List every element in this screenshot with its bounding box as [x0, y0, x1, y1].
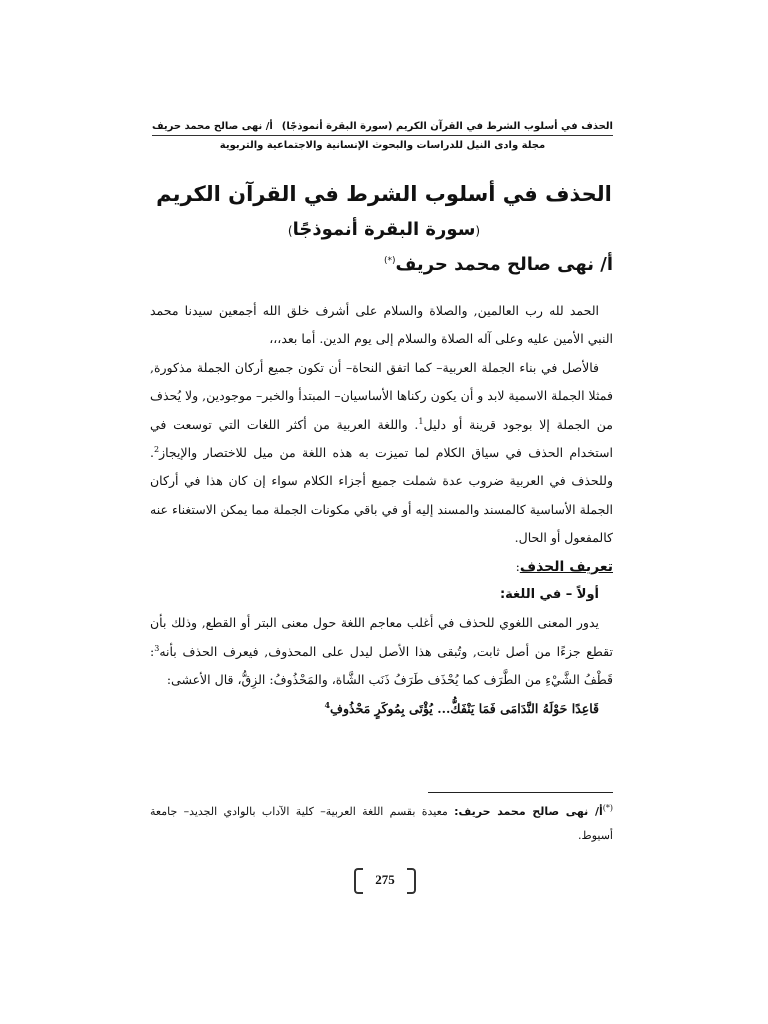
running-author: أ/ نهى صالح محمد حريف: [152, 121, 273, 132]
subtitle-text: سورة البقرة أنموذجًا: [292, 219, 476, 240]
paragraph-origin-part-1: فالأصل في بناء الجملة العربية– كما اتفق النحاة– أن تكون جميع أركان الجملة مذكورة, فمثلا الجملة الاسمية لابد و أن يكون ركناها الأساسيان– المبتدأ والخبر– موجودين, ولا يُحذف من الجملة إلا بوجود قرينة أو دليل: [150, 359, 613, 432]
footnote-marker: (*): [602, 803, 614, 813]
subsection-heading: أولاً – في اللغة:: [499, 587, 599, 603]
footnote: [150, 800, 613, 848]
footnote-ref-4: 4: [324, 699, 331, 710]
paper-subtitle: [100, 219, 668, 240]
page-number-value: 275: [375, 872, 395, 887]
running-header: [152, 121, 613, 136]
paragraph-definition: [150, 609, 613, 694]
page-number-bracket-right: [407, 868, 416, 894]
running-title: الحذف في أسلوب الشرط في القرآن الكريم (سورة البقرة أنموذجًا): [281, 121, 613, 132]
footnote-ref-3: 3: [154, 643, 160, 653]
section-heading-text: تعريف الحذف: [519, 558, 613, 575]
page-number-bracket-left: [354, 868, 363, 894]
poetry-verse: [150, 695, 613, 723]
section-heading: [150, 553, 613, 581]
paragraph-origin: [150, 354, 613, 553]
paragraph-definition-part-2: : قَطْفُ الشَّيْءِ من الطَّرَف كما يُحْذَف طَرَفُ ذَنَب الشَّاة، والمَحْذُوفُ: الزِقُّ، قال الأعشى:: [150, 643, 613, 688]
author-name: أ/ نهى صالح محمد حريف: [395, 254, 613, 275]
footnote-author-name: أ/ نهى صالح محمد حريف:: [454, 805, 603, 818]
paragraph-definition-part-1: يدور المعنى اللغوي للحذف في أغلب معاجم اللغة حول معنى البتر أو القطع, وذلك بأن تقطع جزءًا من أصل ثابت, وتُبقى هذا الأصل ليدل على المحذوف, فيعرف الحذف بأنه: [150, 615, 613, 659]
body-text: [150, 297, 613, 723]
subtitle-close-paren: ): [287, 224, 293, 238]
author-footnote-marker: (*): [383, 256, 396, 266]
journal-name: مجلة وادى النيل للدراسات والبحوث الإنسانية والاجتماعية والتربوية: [219, 140, 546, 151]
author-line: [384, 254, 613, 275]
footnote-text: معيدة بقسم اللغة العربية– كلية الآداب بالوادي الجديد– جامعة أسيوط.: [150, 805, 613, 842]
poetry-verse-text: قَاعِدًا حَوْلَهُ النَّدَامَى فَمَا يَنْفَكُّ... يُؤْتَى بِمُوكَرٍ مَحْذُوفِ: [330, 700, 599, 716]
paper-title: الحذف في أسلوب الشرط في القرآن الكريم: [156, 182, 612, 206]
footnote-divider: [428, 792, 613, 793]
subtitle-open-paren: (: [475, 224, 481, 238]
footnote-ref-1: 1: [418, 416, 424, 426]
section-heading-colon: :: [515, 558, 520, 574]
page-number: [354, 868, 416, 892]
paragraph-intro: الحمد لله رب العالمين, والصلاة والسلام على أشرف خلق الله أجمعين سيدنا محمد النبي الأمين عليه وعلى آله الصلاة والسلام إلى يوم الدين. أما بعد،،،: [150, 303, 613, 347]
footnote-ref-2: 2: [153, 444, 160, 454]
paragraph-origin-part-2: . واللغة العربية من أكثر اللغات التي توسعت في استخدام الحذف في سياق الكلام لما تميزت به هذه اللغة من ميل للاختصار والإيجاز: [150, 416, 613, 461]
paragraph-origin-part-3: . وللحذف في العربية ضروب عدة شملت جميع أجزاء الكلام سواء إن كان هذا في أركان الجملة الأساسية كالمسند والمسند إليه أو في باقي مكونات الجملة مما يمكن الاستغناء عنه كالمفعول أو الحال.: [150, 445, 613, 546]
